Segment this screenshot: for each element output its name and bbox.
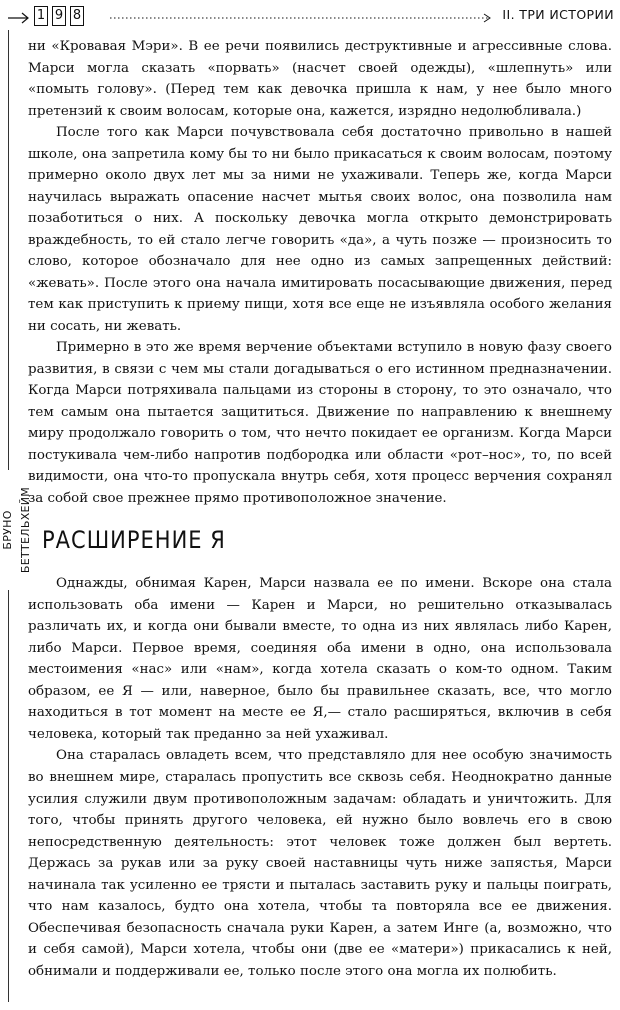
paragraph-4: Однажды, обнимая Карен, Марси назвала ее по имени. Вскоре она стала использовать оба имени — Карен и Марси, но решительно отказывалась различать их, и когда они бывали вместе, то одна из них являлась либо Карен, либо Марси. Первое время, соединяя оба имени в одно, она использовала местоимения «нас» или «нам», когда хотела сказать о ком-то одном. Таким образом, ее Я — или, наверное, было бы правильнее сказать, все, что могло находиться в тот момент на месте ее Я,— стало расширяться, включив в себя человека, который так преданно за ней ухаживал. bbox=[28, 576, 612, 742]
paragraph-1: ни «Кровавая Мэри». В ее речи появились деструктивные и агрессивные слова. Марси могла сказать «порвать» (насчет своей одежды), «шлепнуть» или «помыть голову». (Перед тем как девочка пришла к нам, у нее было много претензий к своим волосам, которые она, кажется, изрядно недолюбливала.) bbox=[28, 39, 612, 119]
page-number-digit-3: 8 bbox=[70, 6, 84, 26]
paragraph-2: После того как Марси почувствовала себя достаточно привольно в нашей школе, она запретила кому бы то ни было прикасаться к своим волосам, поэтому примерно около двух лет мы за ними не ухаживали. Теперь же, когда Марси научилась выражать опасение насчет мытья своих волос, она позволила нам позаботиться о них. А поскольку девочка могла открыто демонстрировать враждебность, то ей стало легче говорить «да», а чуть позже — произносить то слово, которое обозначало для нее одно из самых запрещенных действий: «жевать». После этого она начала имитировать посасывающие движения, перед тем как приступить к приему пищи, хотя все еще не изъявляла особого желания ни сосать, ни жевать. bbox=[28, 125, 612, 334]
paragraph-5: Она старалась овладеть всем, что представляло для нее особую значимость во внешнем мире, старалась пропустить все сквозь себя. Неоднократно данные усилия служили двум противоположным задачам: обладать и уничтожить. Для того, чтобы принять другого человека, ей нужно было вовлечь его в свою непосредственную деятельность: этот человек тоже должен был вертеть. Держась за рукав или за руку своей наставницы чуть ниже запястья, Марси начинала так усиленно ее трясти и пыталась заставить руку и пальцы поиграть, что нам казалось, будто она хотела, чтобы та повторяла все ее движения. Обеспечивая безопасность сначала руки Карен, а затем Инге (а, возможно, что и себя самой), Марси хотела, чтобы они (две ее «матери») прикасались к ней, обнимали и поддерживали ее, только после этого она могла их полюбить. bbox=[28, 748, 612, 979]
paragraph-3: Примерно в это же время верчение объектами вступило в новую фазу своего развития, в связи с чем мы стали догадываться о его истинном предназначении. Когда Марси потряхивала пальцами из стороны в сторону, то это означало, что тем самым она пытается защититься. Движение по направлению к внешнему миру продолжало говорить о том, что нечто покидает ее организм. Когда Марси постукивала чем-либо напротив подбородка или области «рот–нос», то, по всей видимости, она что-то пропускала внутрь себя, хотя процесс верчения сохранял за собой свое прежнее прямо противоположное значение. bbox=[28, 340, 612, 506]
page-number-digit-1: 1 bbox=[34, 6, 48, 26]
page-header bbox=[0, 0, 620, 34]
running-title: II. ТРИ ИСТОРИИ bbox=[498, 6, 614, 24]
body-text bbox=[28, 36, 612, 982]
side-author-name: БРУНО БЕТТЕЛЬХЕЙМ bbox=[0, 470, 17, 590]
section-heading: РАСШИРЕНИЕ Я bbox=[42, 526, 226, 555]
page-number-digit-2: 9 bbox=[52, 6, 66, 26]
